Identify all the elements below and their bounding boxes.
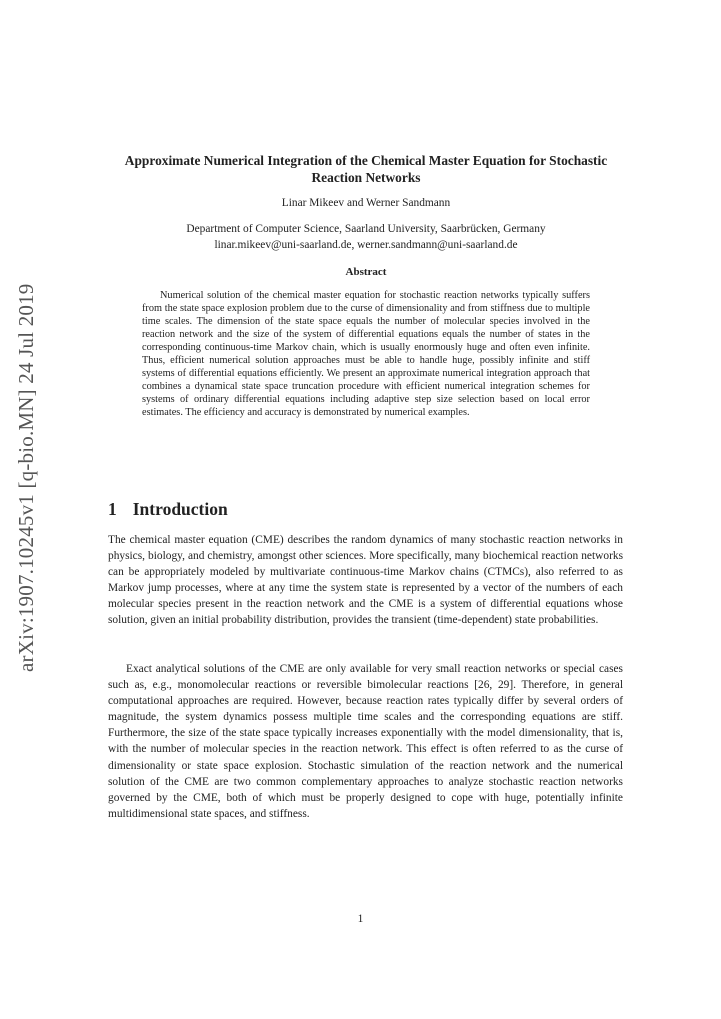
body-paragraph: The chemical master equation (CME) describes the random dynamics of many stochastic reaction networks in physics, biology, and chemistry, amongst other sciences. More specifically, many biochemical reaction networks can be appropriately modeled by multivariate continuous-time Markov chains (CTMCs), also referred to as Markov jump processes, where at any time the system state is represented by a vector of the numbers of each molecular species present in the reaction network and the CME is a system of differential equations whose solution, given an initial probability distribution, provides the transient (time-dependent) state probabilities. [108, 534, 623, 627]
body-paragraph: Exact analytical solutions of the CME are only available for very small reaction networks or special cases such as, e.g., monomolecular reactions or reversible bimolecular reactions [26, 29]. Therefore, in general computational approaches are required. However, because reaction rates typically differ by several orders of magnitude, the system dynamics possess multiple time scales and the corresponding equations are stiff. Furthermore, the size of the state space typically increases exponentially with the model dimensionality, that is, with the number of molecular species in the reaction network. This effect is often referred to as the curse of dimensionality or state space explosion. Stochastic simulation of the reaction network and the numerical solution of the CME are two common complementary approaches to analyze stochastic reaction networks governed by the CME, both of which must be properly designed to cope with huge, potentially infinite multidimensional state spaces, and stiffness. [108, 663, 623, 820]
section-number: 1 [108, 499, 117, 519]
section-heading [108, 499, 228, 520]
author-emails: linar.mikeev@uni-saarland.de, werner.sandmann@uni-saarland.de [214, 239, 518, 251]
page-number: 1 [357, 913, 364, 925]
affiliation: Department of Computer Science, Saarland University, Saarbrücken, Germany [186, 223, 546, 235]
paper-title: Approximate Numerical Integration of the Chemical Master Equation for Stochastic Reaction Networks [124, 153, 608, 185]
authors: Linar Mikeev and Werner Sandmann [281, 197, 451, 209]
abstract-text: Numerical solution of the chemical master equation for stochastic reaction networks typically suffers from the state space explosion problem due to the curse of dimensionality and from stiffness due to multiple time scales. The dimension of the state space equals the number of molecular species involved in the reaction network and the size of the system of differential equations equals the number of states in the corresponding continuous-time Markov chain, which is usually enormously huge and often even infinite. Thus, efficient numerical solution approaches must be able to handle huge, possibly infinite and stiff systems of differential equations efficiently. We present an approximate numerical integration approach that combines a dynamical state space truncation procedure with efficient numerical integration schemes for systems of ordinary differential equations including adaptive step size selection based on local error estimates. The efficiency and accuracy is demonstrated by numerical examples. [142, 290, 590, 419]
section-title: Introduction [132, 499, 228, 519]
arxiv-identifier: arXiv:1907.10245v1 [q-bio.MN] 24 Jul 2019 [14, 283, 38, 672]
abstract-heading: Abstract [345, 266, 387, 278]
affiliation-block [100, 221, 632, 253]
